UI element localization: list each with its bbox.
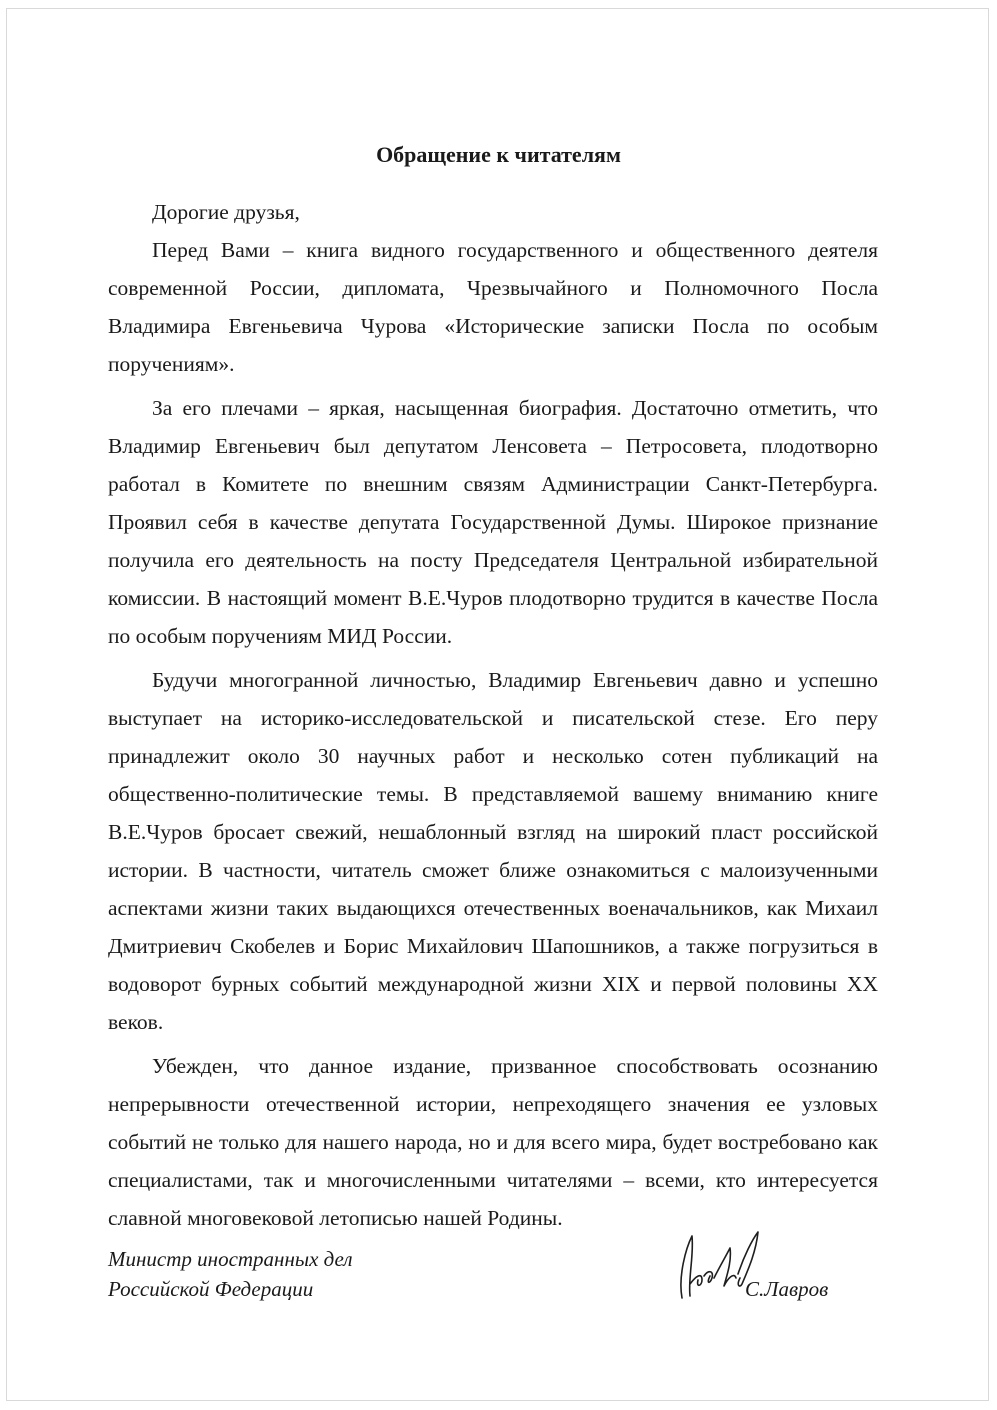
- signatory-position: [108, 1244, 353, 1304]
- letter-body: [108, 193, 878, 1237]
- paragraph-2: За его плечами – яркая, насыщенная биография. Достаточно отметить, что Владимир Евгеньевич был депутатом Ленсовета – Петросовета, плодотворно работал в Комитете по внешним связям Администрации Санкт-Петербурга. Проявил себя в качестве депутата Государственной Думы. Широкое признание получила его деятельность на посту Председателя Центральной избирательной комиссии. В настоящий момент В.Е.Чуров плодотворно трудится в качестве Посла по особым поручениям МИД России.: [108, 396, 878, 648]
- document-title: Обращение к читателям: [376, 142, 621, 167]
- paragraph-4: Убежден, что данное издание, призванное способствовать осознанию непрерывности отечественной истории, непреходящего значения ее узловых событий не только для нашего народа, но и для всего мира, будет востребовано как специалистами, так и многочисленными читателями – всеми, кто интересуется славной многовековой летописью нашей Родины.: [108, 1054, 878, 1230]
- greeting: Дорогие друзья,: [152, 200, 300, 224]
- paragraph-3: Будучи многогранной личностью, Владимир Евгеньевич давно и успешно выступает на историко-исследовательской и писательской стезе. Его перу принадлежит около 30 научных работ и несколько сотен публикаций на общественно-политические темы. В представляемой вашему вниманию книге В.Е.Чуров бросает свежий, нешаблонный взгляд на широкий пласт российской истории. В частности, читатель сможет ближе ознакомиться с малоизученными аспектами жизни таких выдающихся отечественных военачальников, как Михаил Дмитриевич Скобелев и Борис Михайлович Шапошников, а также погрузиться в водоворот бурных событий международной жизни XIX и первой половины XX веков.: [108, 668, 878, 1034]
- position-line-2: Российской Федерации: [108, 1277, 314, 1301]
- paragraph-1: Перед Вами – книга видного государственного и общественного деятеля современной России, дипломата, Чрезвычайного и Полномочного Посла Владимира Евгеньевича Чурова «Исторические записки Посла по особым поручениям».: [108, 238, 878, 376]
- position-line-1: Министр иностранных дел: [108, 1247, 353, 1271]
- signatory-name: С.Лавров: [745, 1277, 829, 1301]
